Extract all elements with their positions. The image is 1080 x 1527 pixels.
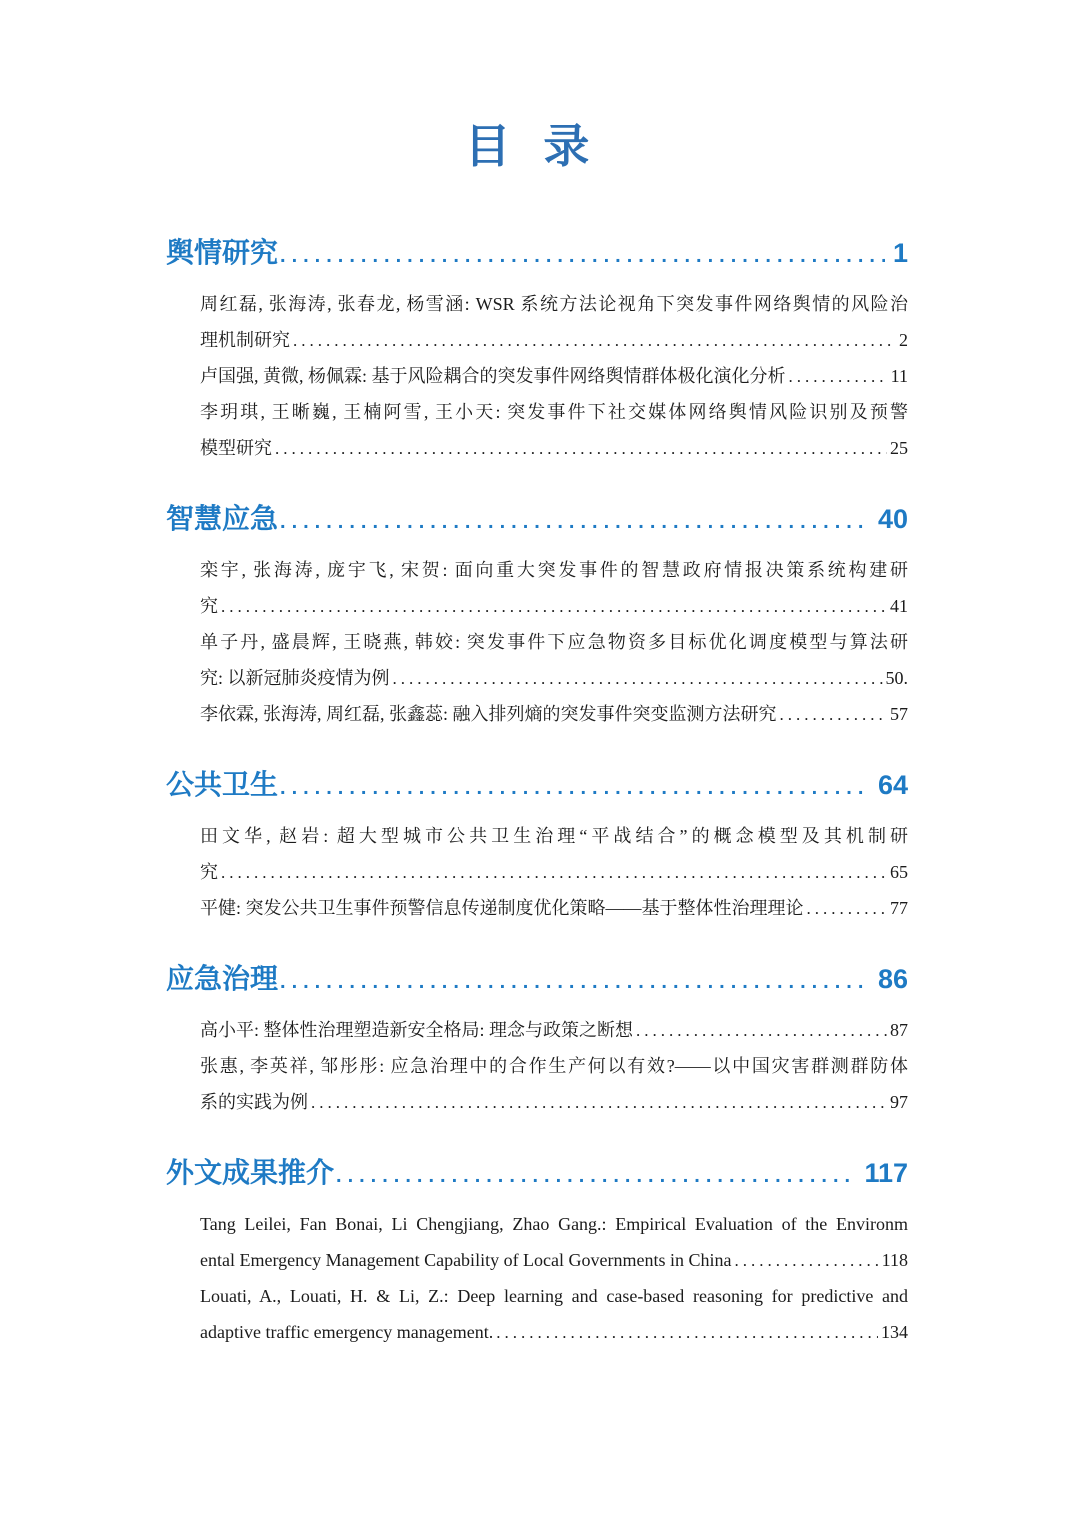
dot-leader	[636, 1013, 887, 1048]
entry-line	[200, 430, 908, 466]
toc-section-2	[166, 496, 908, 732]
toc-entry	[200, 552, 908, 624]
toc-section-4	[166, 956, 908, 1120]
toc-entry	[200, 1012, 908, 1048]
entry-line	[200, 890, 908, 926]
dot-leader	[807, 891, 888, 926]
section-header	[166, 230, 908, 276]
entry-text: 理机制研究	[200, 330, 290, 350]
dot-leader	[735, 1243, 879, 1278]
section-page-number: 64	[877, 770, 908, 800]
entry-line	[200, 1314, 908, 1350]
entry-text: 究	[200, 862, 218, 882]
section-header	[166, 496, 908, 542]
entry-text: 李依霖, 张海涛, 周红磊, 张鑫蕊: 融入排列熵的突发事件突变监测方法研究	[200, 704, 777, 724]
entry-line: 张惠, 李英祥, 邹彤彤: 应急治理中的合作生产何以有效?——以中国灾害群测群防体	[200, 1056, 908, 1076]
entry-page-number: 118	[881, 1250, 908, 1270]
entry-page-number: 97	[890, 1092, 908, 1112]
entry-text: 卢国强, 黄微, 杨佩霖: 基于风险耦合的突发事件网络舆情群体极化演化分析	[200, 366, 786, 386]
section-page-number: 1	[892, 238, 908, 268]
entry-line	[200, 1012, 908, 1048]
entry-line: Louati, A., Louati, H. & Li, Z.: Deep learning and case-based reasoning for predictive and	[200, 1286, 908, 1306]
entry-page-number: 11	[890, 366, 908, 386]
dot-leader	[311, 1085, 887, 1120]
section-title: 公共卫生	[166, 769, 279, 800]
section-entries	[166, 1012, 908, 1120]
entry-line: 李玥琪, 王晰巍, 王楠阿雪, 王小天: 突发事件下社交媒体网络舆情风险识别及预警	[200, 402, 908, 422]
entry-text: 高小平: 整体性治理塑造新安全格局: 理念与政策之断想	[200, 1020, 633, 1040]
section-title: 舆情研究	[166, 237, 279, 268]
toc-entry	[200, 818, 908, 890]
dot-leader	[393, 661, 883, 696]
section-page-number: 86	[877, 964, 908, 994]
entry-line	[200, 358, 908, 394]
entry-page-number: 77	[890, 898, 908, 918]
table-of-contents	[166, 230, 908, 1350]
dot-leader	[221, 855, 887, 890]
toc-section-5	[166, 1150, 908, 1350]
entry-text: 究: 以新冠肺炎疫情为例	[200, 668, 390, 688]
toc-entry	[200, 890, 908, 926]
entry-text: 究	[200, 596, 218, 616]
dot-leader	[275, 431, 887, 466]
entry-text: 平健: 突发公共卫生事件预警信息传递制度优化策略——基于整体性治理理论	[200, 898, 804, 918]
entry-page-number: 2	[899, 330, 908, 350]
section-title: 外文成果推介	[166, 1157, 335, 1188]
section-entries	[166, 286, 908, 466]
entry-line	[200, 1242, 908, 1278]
entry-text: 模型研究	[200, 438, 272, 458]
toc-section-1	[166, 230, 908, 466]
toc-section-3	[166, 762, 908, 926]
dot-leader	[336, 1153, 856, 1199]
entry-line: 单子丹, 盛晨辉, 王晓燕, 韩姣: 突发事件下应急物资多目标优化调度模型与算法研	[200, 632, 908, 652]
toc-entry	[200, 1206, 908, 1278]
entry-line: 周红磊, 张海涛, 张春龙, 杨雪涵: WSR 系统方法论视角下突发事件网络舆情的风险治	[200, 294, 908, 314]
entry-line: 栾宇, 张海涛, 庞宇飞, 宋贺: 面向重大突发事件的智慧政府情报决策系统构建研	[200, 560, 908, 580]
dot-leader	[293, 323, 896, 358]
section-title: 应急治理	[166, 963, 279, 994]
entry-line	[200, 588, 908, 624]
dot-leader	[280, 765, 870, 811]
dot-leader	[280, 499, 870, 545]
section-page-number: 40	[877, 504, 908, 534]
dot-leader	[780, 697, 888, 732]
entry-page-number: 41	[890, 596, 908, 616]
entry-text: ental Emergency Management Capability of Local Governments in China	[200, 1250, 732, 1270]
section-header	[166, 762, 908, 808]
entry-page-number: 57	[890, 704, 908, 724]
toc-entry	[200, 696, 908, 732]
section-entries	[166, 818, 908, 926]
section-entries	[166, 1206, 908, 1350]
section-header	[166, 956, 908, 1002]
dot-leader	[221, 589, 887, 624]
entry-page-number: 87	[890, 1020, 908, 1040]
entry-page-number: 50.	[885, 668, 908, 688]
entry-page-number: 134	[881, 1322, 908, 1342]
dot-leader	[280, 233, 885, 279]
toc-entry	[200, 624, 908, 696]
dot-leader	[280, 959, 870, 1005]
entry-page-number: 65	[890, 862, 908, 882]
entry-line	[200, 696, 908, 732]
entry-page-number: 25	[890, 438, 908, 458]
toc-entry	[200, 1278, 908, 1350]
page-title: 目 录	[464, 120, 600, 172]
toc-entry	[200, 1048, 908, 1120]
entry-line	[200, 1084, 908, 1120]
toc-entry	[200, 358, 908, 394]
section-page-number: 117	[864, 1158, 908, 1188]
section-title: 智慧应急	[166, 503, 279, 534]
entry-text: adaptive traffic emergency management.	[200, 1322, 494, 1342]
entry-text: 系的实践为例	[200, 1092, 308, 1112]
entry-line: 田文华, 赵岩: 超大型城市公共卫生治理“平战结合”的概念模型及其机制研	[200, 826, 908, 846]
toc-entry	[200, 394, 908, 466]
entry-line	[200, 660, 908, 696]
entry-line	[200, 854, 908, 890]
section-header	[166, 1150, 908, 1196]
entry-line	[200, 322, 908, 358]
dot-leader	[496, 1315, 878, 1350]
section-entries	[166, 552, 908, 732]
entry-line: Tang Leilei, Fan Bonai, Li Chengjiang, Zhao Gang.: Empirical Evaluation of the Environm	[200, 1214, 908, 1234]
dot-leader	[789, 359, 888, 394]
toc-entry	[200, 286, 908, 358]
